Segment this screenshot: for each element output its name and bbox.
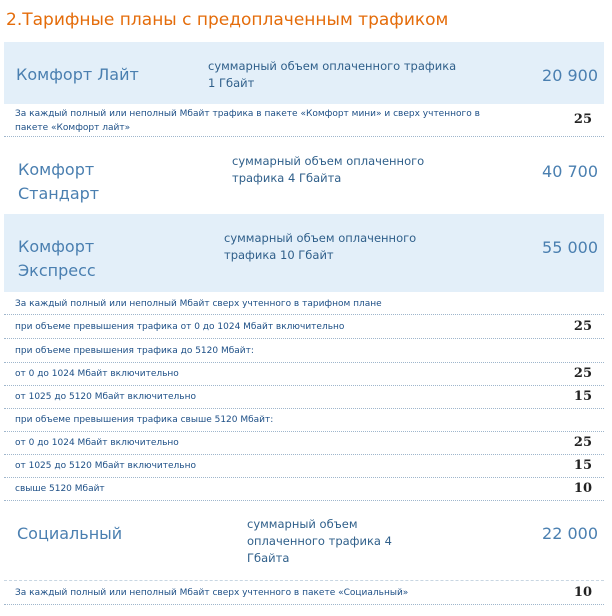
plan-row-komfort-standard	[4, 140, 604, 214]
plan-description-line: суммарный объем	[247, 517, 358, 531]
plan-price: 22 000	[542, 524, 598, 543]
plan-name: Социальный	[17, 524, 123, 543]
note-row	[4, 455, 604, 478]
note-text: при объеме превышения трафика свыше 5120 Мбайт:	[15, 415, 274, 425]
note-text: при объеме превышения трафика до 5120 Мбайт:	[15, 346, 254, 356]
note-text-line: За каждый полный или неполный Мбайт трафика в пакете «Комфорт мини» и сверх учтенного в	[15, 109, 480, 119]
plan-description-line: суммарный объем оплаченного	[232, 154, 425, 168]
note-text: За каждый полный или неполный Мбайт сверх учтенного в тарифном плане	[15, 299, 382, 309]
plan-name-line: Комфорт	[18, 237, 95, 256]
plan-name-line: Стандарт	[18, 184, 100, 203]
plan-description-line: трафика 4 Гбайта	[232, 171, 342, 185]
note-value: 25	[573, 435, 592, 450]
note-value: 25	[573, 112, 592, 127]
plan-description-line: Гбайта	[247, 551, 290, 565]
plan-description	[232, 153, 424, 187]
note-text: от 1025 до 5120 Мбайт включительно	[15, 461, 196, 471]
note-row	[4, 386, 604, 409]
plan-description-line: 1 Гбайт	[208, 76, 255, 90]
plan-description	[208, 58, 456, 92]
plan-row-komfort-express	[4, 214, 604, 292]
note-value: 25	[573, 319, 592, 334]
plan-description	[224, 230, 416, 264]
note-row	[4, 294, 604, 315]
plan-row-social	[4, 506, 604, 580]
note-row	[4, 432, 604, 455]
page-title: 2.Тарифные планы с предоплаченным трафиком	[6, 10, 449, 30]
plan-name-line: Комфорт	[18, 160, 95, 179]
plan-description-line: суммарный объем оплаченного трафика	[208, 59, 457, 73]
note-row	[4, 409, 604, 432]
plan-name	[18, 235, 96, 283]
note-row-lite	[4, 106, 604, 137]
note-value: 15	[573, 389, 592, 404]
plan-description-line: оплаченного трафика 4	[247, 534, 392, 548]
note-value: 10	[573, 481, 592, 496]
plan-price: 55 000	[542, 238, 598, 257]
plan-price: 20 900	[542, 66, 598, 85]
note-row	[4, 340, 604, 363]
note-text: от 0 до 1024 Мбайт включительно	[15, 438, 179, 448]
note-text: За каждый полный или неполный Мбайт сверх учтенного в пакете «Социальный»	[15, 588, 409, 598]
plan-description	[247, 516, 392, 567]
note-text: от 1025 до 5120 Мбайт включительно	[15, 392, 196, 402]
plan-description-line: суммарный объем оплаченного	[224, 231, 417, 245]
plan-name-line: Экспресс	[18, 261, 96, 280]
note-value: 10	[573, 585, 592, 600]
plan-description-line: трафика 10 Гбайт	[224, 248, 334, 262]
note-value: 15	[573, 458, 592, 473]
note-value: 25	[573, 366, 592, 381]
note-row	[4, 478, 604, 501]
note-text: от 0 до 1024 Мбайт включительно	[15, 369, 179, 379]
note-row-social	[4, 582, 604, 605]
plan-name: Комфорт Лайт	[16, 65, 139, 84]
divider	[4, 580, 604, 581]
note-text: при объеме превышения трафика от 0 до 1024 Мбайт включительно	[15, 322, 345, 332]
plan-row-komfort-lite	[4, 42, 604, 104]
note-text	[15, 107, 480, 135]
note-text-line: пакете «Комфорт лайт»	[15, 123, 131, 133]
plan-name	[18, 158, 99, 206]
note-row	[4, 316, 604, 339]
plan-price: 40 700	[542, 162, 598, 181]
note-text: свыше 5120 Мбайт	[15, 484, 105, 494]
note-row	[4, 363, 604, 386]
